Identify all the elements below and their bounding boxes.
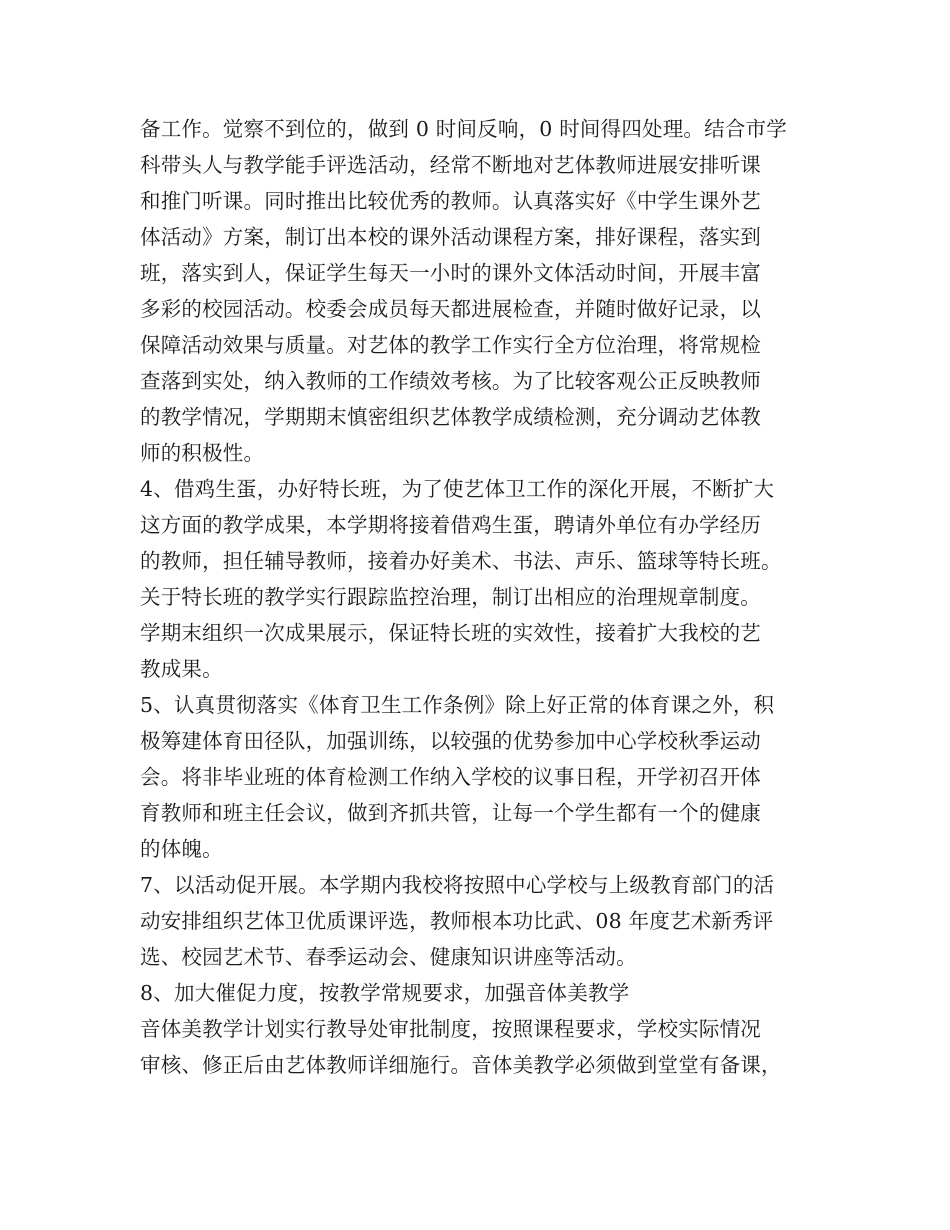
text-line: 教成果。 <box>140 657 223 681</box>
text-line: 4、借鸡生蛋，办好特长班，为了使艺体卫工作的深化开展，不断扩大 <box>140 477 775 501</box>
text-line: 备工作。觉察不到位的，做到 0 时间反响，0 时间得四处理。结合市学 <box>140 117 787 141</box>
text-line: 保障活动效果与质量。对艺体的教学工作实行全方位治理，将常规检 <box>140 333 761 357</box>
text-line: 5、认真贯彻落实《体育卫生工作条例》除上好正常的体育课之外，积 <box>140 693 775 717</box>
text-line: 查落到实处，纳入教师的工作绩效考核。为了比较客观公正反映教师 <box>140 369 761 393</box>
text-line: 8、加大催促力度，按教学常规要求，加强音体美教学 <box>140 981 630 1005</box>
text-line: 体活动》方案，制订出本校的课外活动课程方案，排好课程，落实到 <box>140 225 761 249</box>
text-line: 和推门听课。同时推出比较优秀的教师。认真落实好《中学生课外艺 <box>140 189 761 213</box>
text-line: 关于特长班的教学实行跟踪监控治理，制订出相应的治理规章制度。 <box>140 585 761 609</box>
text-line: 班，落实到人，保证学生每天一小时的课外文体活动时间，开展丰富 <box>140 261 761 285</box>
text-line: 师的积极性。 <box>140 441 265 465</box>
text-line: 学期末组织一次成果展示，保证特长班的实效性，接着扩大我校的艺 <box>140 621 761 645</box>
text-line: 选、校园艺术节、春季运动会、健康知识讲座等活动。 <box>140 945 637 969</box>
text-line: 的体魄。 <box>140 837 223 861</box>
text-line: 音体美教学计划实行教导处审批制度，按照课程要求，学校实际情况 <box>140 1017 761 1041</box>
text-line: 会。将非毕业班的体育检测工作纳入学校的议事日程，开学初召开体 <box>140 765 761 789</box>
text-line: 审核、修正后由艺体教师详细施行。音体美教学必须做到堂堂有备课， <box>140 1053 782 1077</box>
text-line: 动安排组织艺体卫优质课评选，教师根本功比武、08 年度艺术新秀评 <box>140 909 774 933</box>
text-line: 极筹建体育田径队，加强训练，以较强的优势参加中心学校秋季运动 <box>140 729 761 753</box>
text-line: 7、以活动促开展。本学期内我校将按照中心学校与上级教育部门的活 <box>140 873 775 897</box>
text-line: 这方面的教学成果，本学期将接着借鸡生蛋，聘请外单位有办学经历 <box>140 513 761 537</box>
text-line: 的教师，担任辅导教师，接着办好美术、书法、声乐、篮球等特长班。 <box>140 549 782 573</box>
text-line: 多彩的校园活动。校委会成员每天都进展检查，并随时做好记录，以 <box>140 297 761 321</box>
text-line: 的教学情况，学期期末慎密组织艺体教学成绩检测，充分调动艺体教 <box>140 405 761 429</box>
text-line: 科带头人与教学能手评选活动，经常不断地对艺体教师进展安排听课 <box>140 153 761 177</box>
document-body <box>140 111 830 1083</box>
text-line: 育教师和班主任会议，做到齐抓共管，让每一个学生都有一个的健康 <box>140 801 761 825</box>
